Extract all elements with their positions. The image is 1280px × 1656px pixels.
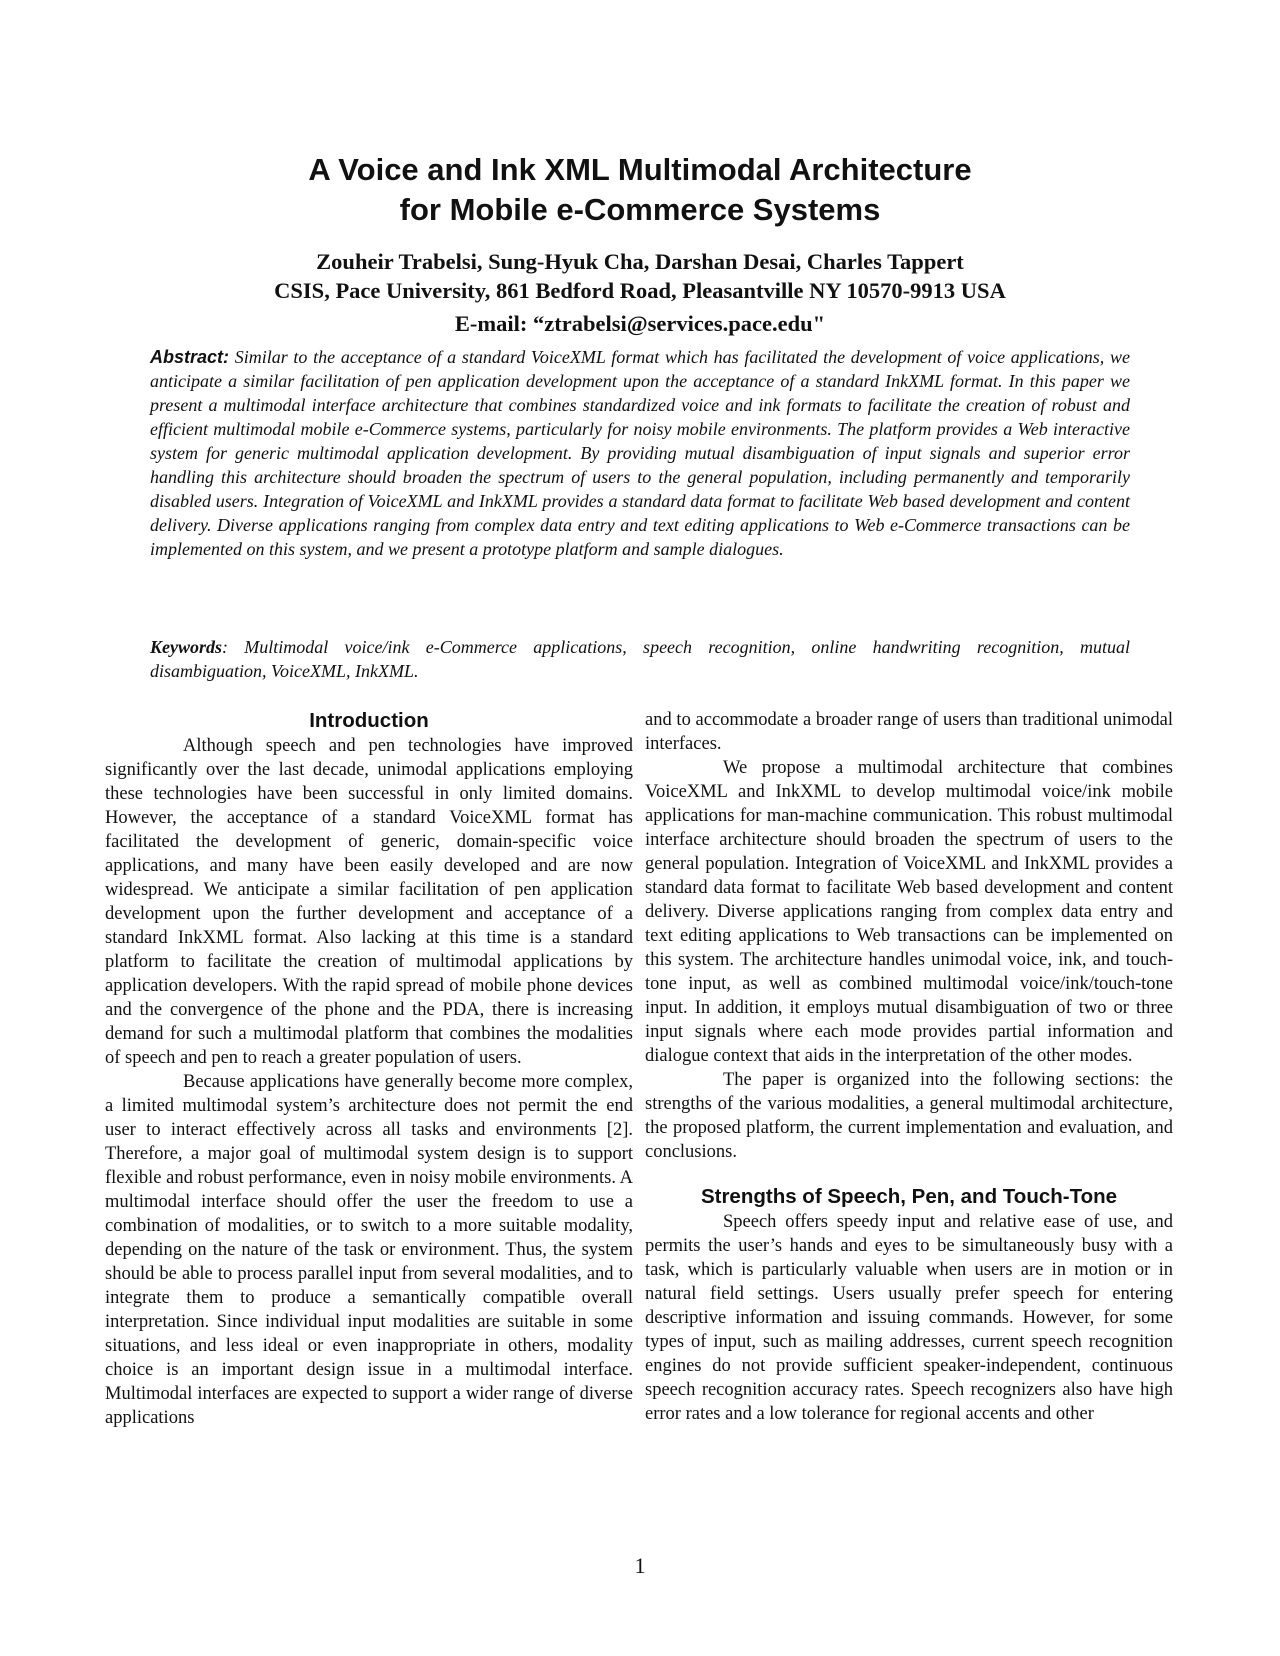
intro-paragraph-1: Although speech and pen technologies have improved significantly over the last decade, unimodal applications employing these technologies have been successful in only limited domains. However, the acceptance of a standard VoiceXML format has facilitated the development of generic, domain-specific voice applications, and many have been easily developed and are now widespread. We anticipate a similar facilitation of pen application development upon the further development and acceptance of a standard InkXML format. Also lacking at this time is a standard platform to facilitate the creation of multimodal applications by application developers. With the rapid spread of mobile phone devices and the convergence of the phone and the PDA, there is increasing demand for such a multimodal platform that combines the modalities of speech and pen to reach a greater population of users.	[105, 736, 633, 1068]
intro-paragraph-2-continued: and to accommodate a broader range of users than traditional unimodal interfaces.	[645, 710, 1173, 754]
strengths-heading: Strengths of Speech, Pen, and Touch-Tone	[700, 1185, 1118, 1208]
keywords-label: Keywords	[150, 637, 222, 657]
left-column	[105, 708, 633, 1430]
keywords-text: : Multimodal voice/ink e-Commerce applications, speech recognition, online handwriting recognition, mutual disambiguation, VoiceXML, InkXML.	[150, 637, 1130, 681]
intro-paragraph-4: The paper is organized into the following sections: the strengths of the various modalities, a general multimodal architecture, the proposed platform, the current implementation and evaluation, and conclusions.	[645, 1070, 1173, 1162]
author-names: Zouheir Trabelsi, Sung-Hyuk Cha, Darshan Desai, Charles Tappert	[316, 249, 964, 274]
author-block	[150, 247, 1130, 338]
abstract-label: Abstract:	[150, 347, 230, 367]
keywords	[150, 635, 1130, 683]
author-email: E-mail: “ztrabelsi@services.pace.edu"	[454, 311, 826, 336]
strengths-paragraph-1: Speech offers speedy input and relative ease of use, and permits the user’s hands and eyes to be simultaneously busy with a task, which is particularly valuable when users are in motion or in natural field settings. Users usually prefer speech for entering descriptive information and issuing commands. However, for some types of input, such as mailing addresses, current speech recognition engines do not provide sufficient speaker-independent, continuous speech recognition accuracy rates. Speech recognizers also have high error rates and a low tolerance for regional accents and other	[645, 1212, 1173, 1424]
title-line-1: A Voice and Ink XML Multimodal Architecture	[308, 152, 972, 187]
intro-paragraph-2: Because applications have generally become more complex, a limited multimodal system’s architecture does not permit the end user to interact effectively across all tasks and environments [2]. Therefore, a major goal of multimodal system design is to support flexible and robust performance, even in noisy mobile environments. A multimodal interface should offer the user the freedom to use a combination of modalities, or to switch to a more suitable modality, depending on the nature of the task or environment. Thus, the system should be able to process parallel input from several modalities, and to integrate them to produce a semantically compatible overall interpretation. Since individual input modalities are suitable in some situations, and less ideal or even inappropriate in others, modality choice is an important design issue in a multimodal interface. Multimodal interfaces are expected to support a wider range of diverse applications	[105, 1072, 633, 1428]
page-number: 1	[634, 1553, 646, 1578]
abstract	[150, 345, 1130, 561]
author-affiliation: CSIS, Pace University, 861 Bedford Road, Pleasantville NY 10570-9913 USA	[274, 278, 1006, 303]
intro-paragraph-3: We propose a multimodal architecture that combines VoiceXML and InkXML to develop multimodal voice/ink mobile applications for man-machine communication. This robust multimodal interface architecture should broaden the spectrum of users to the general population. Integration of VoiceXML and InkXML provides a standard data format to facilitate Web based development and content delivery. Diverse applications ranging from complex data entry and text editing applications to Web transactions can be implemented on this system. The architecture handles unimodal voice, ink, and touch-tone input, as well as combined multimodal voice/ink/touch-tone input. In addition, it employs mutual disambiguation of two or three input signals where each mode provides partial information and dialogue context that aids in the interpretation of the other modes.	[645, 758, 1173, 1066]
introduction-heading: Introduction	[309, 709, 429, 732]
paper-title	[150, 150, 1130, 230]
title-line-2: for Mobile e-Commerce Systems	[399, 192, 881, 227]
right-column	[645, 708, 1173, 1426]
abstract-text: Similar to the acceptance of a standard VoiceXML format which has facilitated the development of voice applications, we anticipate a similar facilitation of pen application development upon the acceptance of a standard InkXML format. In this paper we present a multimodal interface architecture that combines standardized voice and ink formats to facilitate the creation of robust and efficient multimodal mobile e-Commerce systems, particularly for noisy mobile environments. The platform provides a Web interactive system for generic multimodal application development. By providing mutual disambiguation of input signals and superior error handling this architecture should broaden the spectrum of users to the general population, including permanently and temporarily disabled users. Integration of VoiceXML and InkXML provides a standard data format to facilitate Web based development and content delivery. Diverse applications ranging from complex data entry and text editing applications to Web e-Commerce transactions can be implemented on this system, and we present a prototype platform and sample dialogues.	[150, 347, 1130, 559]
